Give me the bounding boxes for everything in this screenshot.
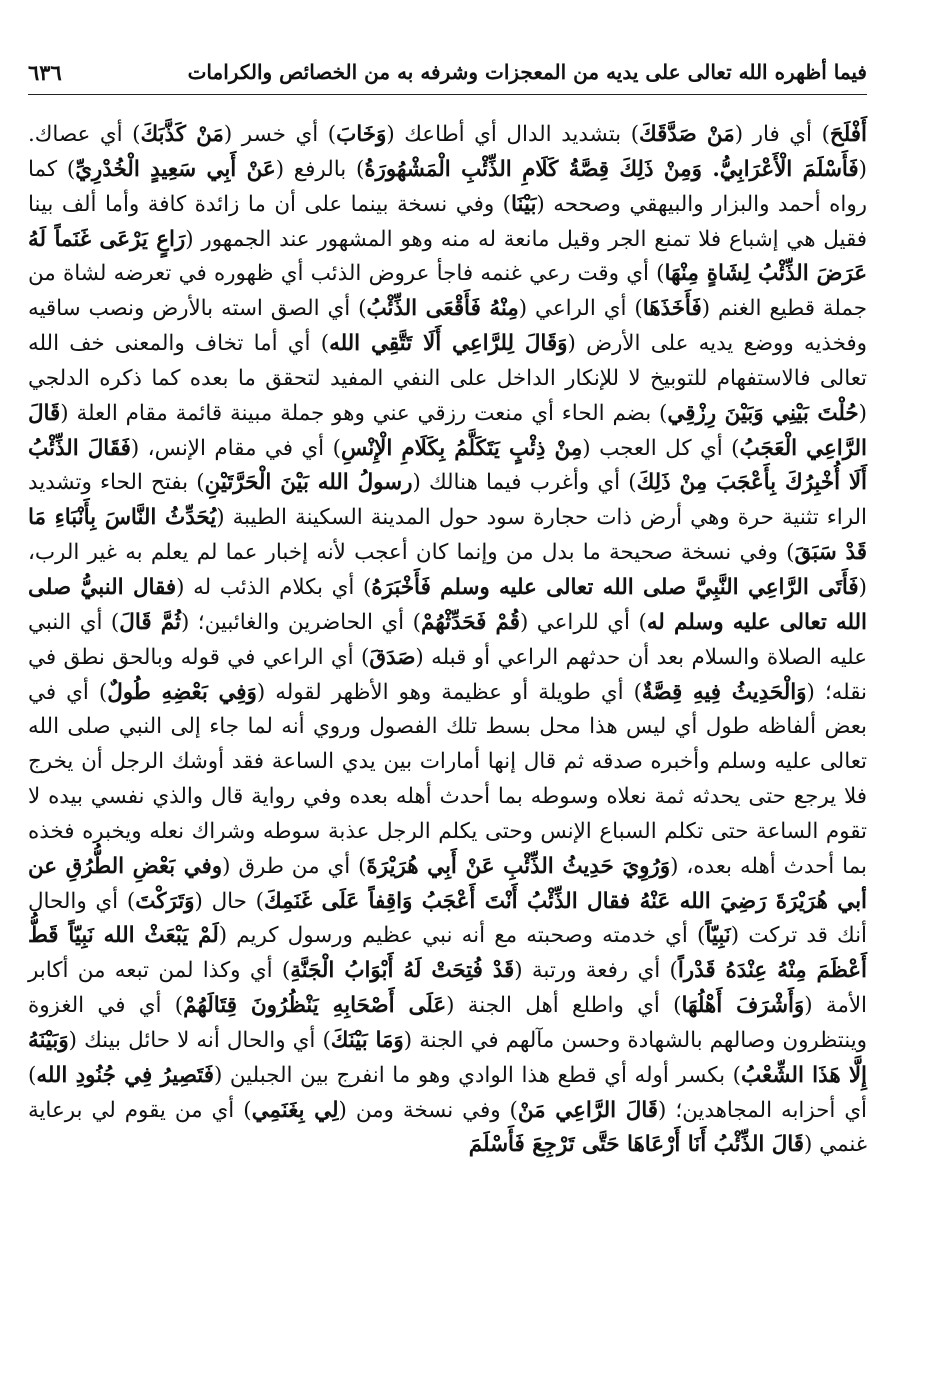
commentary-text: ) أي بكلام الذئب له ( — [176, 574, 372, 600]
header-divider — [28, 94, 867, 95]
commentary-text: ) أي الصق استه بالأرض ونصب ساقيه وفخذيه ووضع يديه على الأرض ( — [28, 296, 867, 357]
hadith-text: وَمَا بَيْنَكَ — [330, 1027, 404, 1053]
commentary-text: ) أي أحزابه المجاهدين؛ ( — [28, 1062, 867, 1123]
commentary-text: ) أي الراعي ( — [518, 296, 643, 322]
running-header — [28, 52, 867, 96]
hadith-text: وَالْحَدِيثُ فِيهِ قِصَّةٌ — [641, 679, 807, 705]
hadith-text: أَفْلَحَ — [829, 122, 867, 147]
commentary-text: ) أي الحاضرين والغائبين؛ ( — [180, 609, 421, 635]
hadith-text: فَقَالَ الذِّئْبُ أَلَا أُخْبِرُكَ بِأَعْجَبَ مِنْ ذَلِكَ — [28, 435, 867, 496]
commentary-text: ) أي للراعي ( — [519, 609, 647, 635]
commentary-text: ) أي النبي عليه الصلاة والسلام بعد أن حدثهم الراعي أو قبله ( — [28, 609, 867, 670]
commentary-text: ) أي فار ( — [734, 122, 830, 147]
commentary-text: ) وفي نسخة صحيحة ما بدل من وإنما كان أعجب لأنه إخبار عما لم يعلم به غير الرب، ( — [28, 540, 867, 600]
hadith-text: قَالَ الذِّئْبُ أَنَا أَرْعَاهَا حَتَّى تَرْجِعَ فَأَسْلَمَ — [468, 1132, 805, 1158]
commentary-text: ) وفي نسخة بينما على أن ما زائدة كافة وأما ألف بينا فقيل هي إشباع فلا تمنع الجر وقيل مانعة له منه وهو المشهور عند الجمهور ( — [28, 191, 867, 252]
commentary-text: ) حال ( — [194, 888, 264, 914]
hadith-text: قَالَ الرَّاعِي مَنْ — [517, 1097, 658, 1123]
hadith-text: فَتَصِيرُ فِي جُنُودِ الله — [36, 1062, 214, 1088]
commentary-text: ) بالرفع ( — [275, 156, 365, 182]
commentary-text: ) أي عصاك. ( — [28, 122, 867, 182]
hadith-text: ثُمَّ قَالَ — [119, 609, 181, 635]
commentary-text: ) بضم الحاء أي منعت رزقي عني وهو جملة مبينة قائمة مقام العلة ( — [60, 400, 668, 426]
header-title: فيما أظهره الله تعالى على يديه من المعجزات وشرفه به من الخصائص والكرامات — [187, 60, 867, 84]
hadith-text: وَأَشْرَفَ أَهْلُهَا — [681, 993, 805, 1019]
commentary-text: ) بفتح الحاء وتشديد الراء تثنية حرة وهي أرض ذات حجارة سود حول المدينة السكينة الطيبة ( — [28, 470, 867, 531]
hadith-text: مَنْ صَدَّقَكَ — [639, 122, 735, 147]
hadith-text: فَأَخَذَهَا — [642, 296, 702, 322]
hadith-text: فقال النبيُّ صلى الله تعالى عليه وسلم له — [28, 574, 867, 635]
commentary-text: ) أي وقت رعي غنمه فاجأ عروض الذئب أي ظهوره في تعرضه لشاة من جملة قطيع الغنم ( — [28, 261, 868, 322]
hadith-text: عَلَى أَصْحَابِهِ يَنْظُرُونَ قِتَالَهُمْ — [183, 993, 447, 1019]
page-number: ٦٣٦ — [28, 60, 62, 85]
commentary-text: ) أي من طرق ( — [222, 853, 367, 879]
hadith-text: مِنْ ذِئْبٍ يَتَكَلَّمُ بِكَلَامِ الْإِنْسِ — [340, 435, 583, 461]
hadith-text: عَنْ أَبِي سَعِيدٍ الْخُدْرِيِّ — [75, 156, 276, 182]
commentary-text: ) أي أما تخاف والمعنى خف الله تعالى فالاستفهام للتوبيخ لا للإنكار الداخل على النفي المفيد لتحقق ما بعده كما ذكره الدلجي ( — [28, 331, 867, 426]
hadith-text: صَدَقَ — [369, 644, 416, 670]
commentary-text: ) أي رفعة ورتبة ( — [514, 958, 678, 984]
commentary-text: ) كما رواه أحمد والبزار والبيهقي وصححه ( — [28, 156, 867, 217]
commentary-text: ) بكسر أوله أي قطع هذا الوادي وهو ما انفرج بين الجبلين ( — [213, 1062, 742, 1088]
body-text — [28, 118, 867, 1163]
hadith-text: نَبِيّاً — [705, 923, 731, 949]
hadith-text: وَبَيْنَهُ إِلَّا هَذَا الشِّعْبُ — [28, 1027, 867, 1088]
commentary-text: ) أي الراعي في قوله وبالحق نطق في نقله؛ ( — [28, 644, 867, 705]
hadith-text: فَأَتَى الرَّاعِي النَّبِيَّ صلى الله تعالى عليه وسلم فَأَخْبَرَهُ — [371, 574, 859, 600]
commentary-text: ) أي في الغزوة وينتظرون وصالهم بالشهادة وحسن مآلهم في الجنة ( — [28, 993, 867, 1053]
hadith-text: بَيْنَا — [511, 191, 537, 217]
hadith-text: وَرُوِيَ حَدِيثُ الذِّئْبِ عَنْ أَبِي هُرَيْرَةَ — [366, 853, 671, 879]
commentary-text: ) أي في بعض ألفاظه طول أي ليس هذا محل بسط تلك الفصول وروي أنه لما جاء إلى النبي صلى الله تعالى عليه وسلم وأخبره صدقه ثم قال إنها أمارات بين يدي الساعة فقد أوشك الرجل أن يخرج فلا يرجع حتى يحدثه ثمة نعلاه وسوطه بما أحدث أهله بعده وفي رواية قال والذي نفسي بيده لا تقوم الساعة حتى تكلم السباع الإنس وحتى يكلم الرجل عذبة سوطه وشراك نعله ويخبره فخذه بما أحدث أهله بعده، ( — [28, 679, 867, 879]
commentary-text: ) أي في مقام الإنس، ( — [130, 435, 341, 461]
commentary-text: ) أي من يقوم لي برعاية غنمي ( — [28, 1097, 867, 1158]
commentary-text: ) أي والحال أنك قد تركت ( — [28, 888, 867, 949]
commentary-text: ) بتشديد الدال أي أطاعك ( — [386, 122, 640, 147]
commentary-text: ) أي طويلة أو عظيمة وهو الأظهر لقوله ( — [256, 679, 642, 705]
hadith-text: وَقَالَ لِلرَّاعِي أَلَا تَتَّقِي الله — [329, 331, 568, 357]
commentary-paragraph — [28, 118, 867, 1163]
commentary-text: ) أي واطلع أهل الجنة ( — [446, 993, 682, 1019]
hadith-text: وَفِي بَعْضِهِ طُولٌ — [107, 679, 257, 705]
commentary-text: ) وفي نسخة ومن ( — [338, 1097, 518, 1123]
commentary-text: ) أي وكذا لمن تبعه من أكابر الأمة ( — [28, 958, 867, 1019]
hadith-text: رسولُ الله بَيْنَ الْحَرَّتَيْنِ — [204, 470, 413, 496]
hadith-text: قُمْ فَحَدِّثْهُمْ — [420, 609, 520, 635]
hadith-text: رَاعٍ يَرْعَى غَنَماً لَهُ عَرَضَ الذِّئْبُ لِشَاةٍ مِنْهَا — [28, 226, 867, 287]
hadith-text: لَمْ يَبْعَثْ الله نَبِيّاً قَطُّ أَعْظَمَ مِنْهُ عِنْدَهُ قَدْراً — [28, 923, 868, 984]
hadith-text: فَأَسْلَمَ الْأَعْرَابِيُّ. وَمِنْ ذَلِكَ قِصَّةُ كَلَامِ الذِّئْبِ الْمَشْهُورَةُ — [364, 156, 859, 182]
commentary-text: ) أي كل العجب ( — [582, 435, 740, 461]
commentary-text: ) أي وأغرب فيما هنالك ( — [412, 470, 637, 496]
hadith-text: قَدْ فُتِحَتْ لَهُ أَبْوَابُ الْجَنَّةِ — [290, 958, 515, 984]
hadith-text: يُحَدِّثُ النَّاسَ بِأَنْبَاءِ مَا قَدْ سَبَقَ — [28, 505, 868, 566]
commentary-text: ) أي والحال أنه لا حائل بينك ( — [68, 1027, 331, 1053]
hadith-text: وَتَرَكْتَ — [135, 888, 195, 914]
hadith-text: لِي بِغَنَمِي — [251, 1097, 339, 1123]
hadith-text: قَالَ الرَّاعِي الْعَجَبُ — [28, 400, 867, 461]
hadith-text: وَخَابَ — [336, 122, 387, 147]
hadith-text: وفي بَعْضِ الطُّرُقِ عن أبي هُرَيْرَةَ رَضِيَ الله عَنْهُ فقال الذِّئْبُ أَنْتَ أَعْجَبُ وَاقِفاً عَلَى غَنَمِكَ — [28, 853, 867, 914]
hadith-text: مِنْهُ فَأَقْعَى الذِّئْبُ — [366, 296, 519, 322]
hadith-text: مَنْ كَذَّبَكَ — [140, 122, 224, 147]
commentary-text: ) أي خسر ( — [223, 122, 337, 147]
commentary-text: ) أي خدمته وصحبته مع أنه نبي عظيم ورسول كريم ( — [218, 923, 706, 949]
hadith-text: حُلْتَ بَيْنِي وَبَيْنَ رِزْقِي — [667, 400, 859, 426]
